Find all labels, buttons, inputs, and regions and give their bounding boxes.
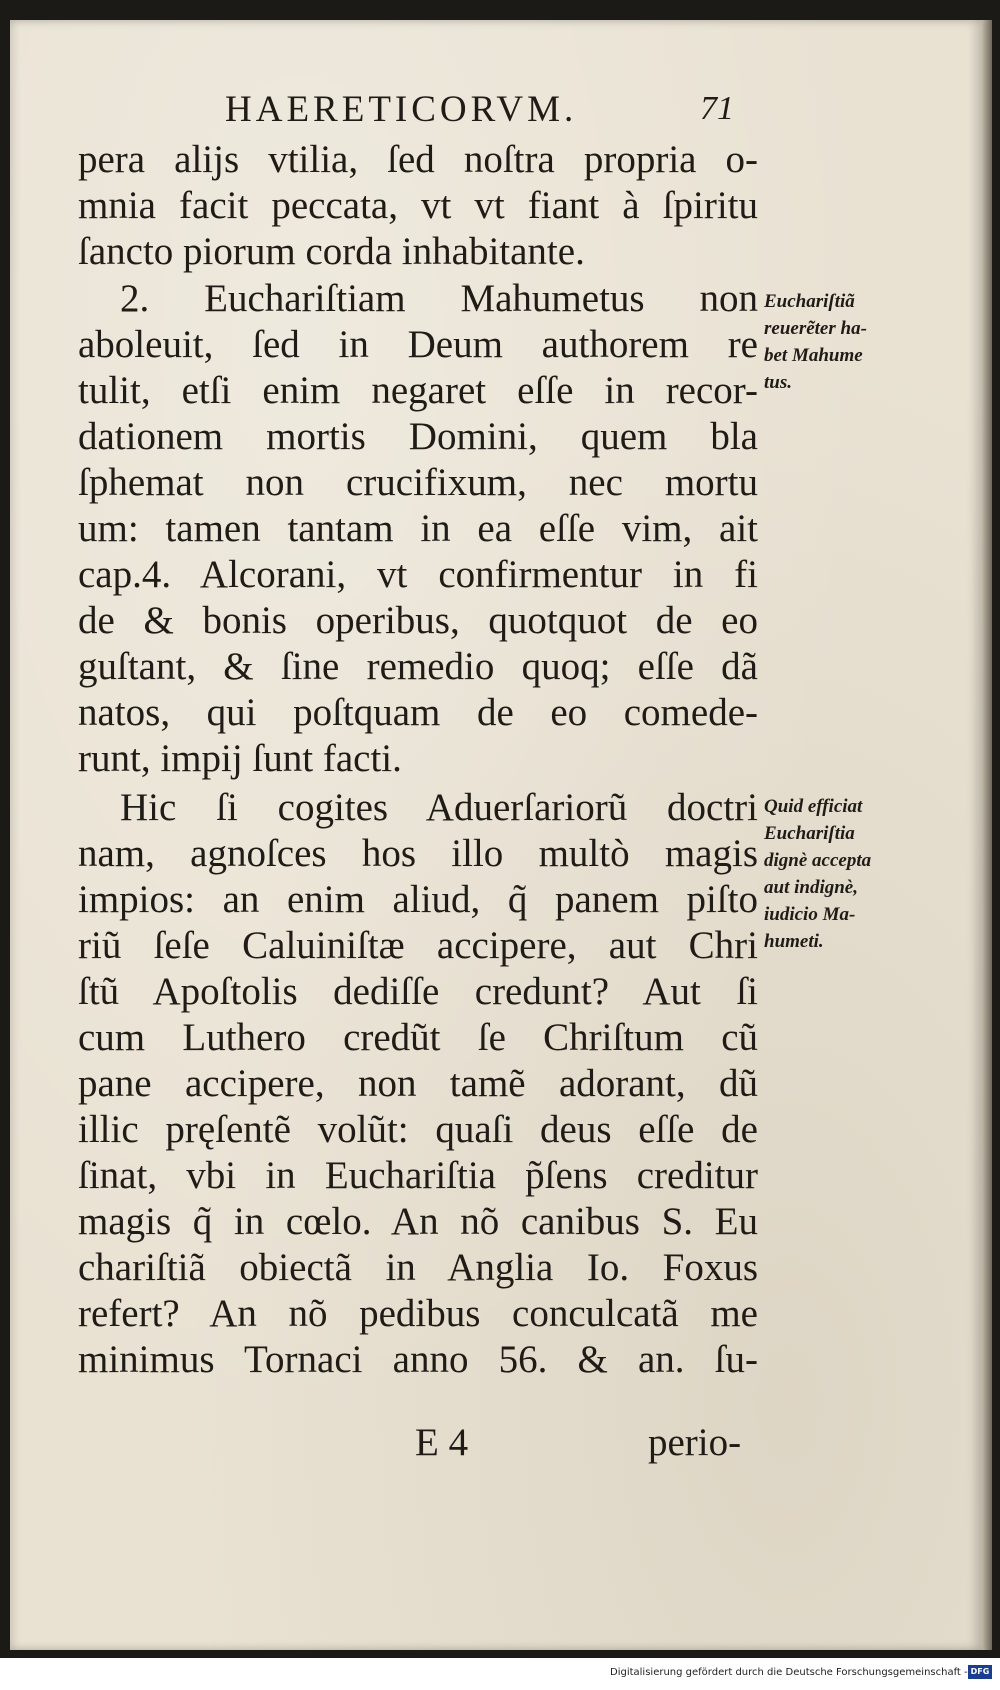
book-page bbox=[10, 20, 982, 1650]
page-number: 71 bbox=[700, 90, 734, 127]
body-line: ſphemat non crucifixum, nec mortu bbox=[78, 461, 758, 504]
body-line: dationem mortis Domini, quem bla bbox=[78, 415, 758, 458]
body-line: nam, agnoſces hos illo multò magis bbox=[78, 832, 758, 875]
body-line: minimus Tornaci anno 56. & an. ſu- bbox=[78, 1338, 758, 1381]
body-line: cap.4. Alcorani, vt confirmentur in fi bbox=[78, 553, 758, 596]
body-line: de & bonis operibus, quotquot de eo bbox=[78, 599, 758, 642]
digitization-credit: Digitalisierung gefördert durch die Deutsche Forschungsgemeinschaft - bbox=[610, 1667, 968, 1678]
marginal-note-line: humeti. bbox=[764, 931, 824, 952]
body-line: 2. Euchariſtiam Mahumetus non bbox=[120, 277, 758, 320]
body-line: cum Luthero credũt ſe Chriſtum cũ bbox=[78, 1016, 758, 1059]
signature-mark: E 4 bbox=[415, 1421, 469, 1464]
page-edge bbox=[982, 20, 992, 1650]
body-line: magis q̃ in cœlo. An nõ canibus S. Eu bbox=[78, 1200, 758, 1243]
dfg-logo: DFG bbox=[968, 1665, 992, 1679]
running-head: HAERETICORVM. bbox=[225, 89, 578, 130]
body-line: ſancto piorum corda inhabitante. bbox=[78, 230, 585, 273]
marginal-note-line: Euchariſtiã bbox=[764, 291, 855, 312]
body-line: aboleuit, ſed in Deum authorem re bbox=[78, 323, 758, 366]
body-line: impios: an enim aliud, q̃ panem piſto bbox=[78, 878, 758, 921]
body-line: refert? An nõ pedibus conculcatã me bbox=[78, 1292, 758, 1335]
body-line: runt, impij ſunt facti. bbox=[78, 737, 402, 780]
body-line: guſtant, & ſine remedio quoq; eſſe dã bbox=[78, 645, 758, 688]
body-line: pera alijs vtilia, ſed noſtra propria o- bbox=[78, 138, 758, 181]
marginal-note-line: tus. bbox=[764, 372, 792, 393]
body-line: mnia facit peccata, vt vt fiant à ſpiritu bbox=[78, 184, 758, 227]
body-line: illic pręſentẽ volũt: quaſi deus eſſe de bbox=[78, 1108, 758, 1151]
marginal-note-line: Quid efficiat bbox=[764, 796, 863, 817]
body-line: chariſtiã obiectã in Anglia Io. Foxus bbox=[78, 1246, 758, 1289]
marginal-note-line: reuerẽter ha- bbox=[764, 318, 867, 339]
marginal-note-line: Euchariſtia bbox=[764, 823, 855, 844]
marginal-note-line: bet Mahume bbox=[764, 345, 863, 366]
body-line: ſtũ Apoſtolis dediſſe credunt? Aut ſi bbox=[78, 970, 758, 1013]
body-line: um: tamen tantam in ea eſſe vim, ait bbox=[78, 507, 758, 550]
body-line: riũ ſeſe Caluiniſtæ accipere, aut Chri bbox=[78, 924, 758, 967]
marginal-note-line: dignè accepta bbox=[764, 850, 872, 871]
body-line: tulit, etſi enim negaret eſſe in recor- bbox=[78, 369, 758, 412]
marginal-note-line: aut indignè, bbox=[764, 877, 858, 898]
marginal-note-line: iudicio Ma- bbox=[764, 904, 856, 925]
body-line: ſinat, vbi in Euchariſtia p̃ſens creditur bbox=[78, 1154, 758, 1197]
catchword: perio- bbox=[648, 1421, 742, 1464]
body-line: pane accipere, non tamẽ adorant, dũ bbox=[78, 1062, 758, 1105]
body-line: Hic ſi cogites Aduerſariorũ doctri bbox=[120, 786, 758, 829]
body-line: natos, qui poſtquam de eo comede- bbox=[78, 691, 758, 734]
